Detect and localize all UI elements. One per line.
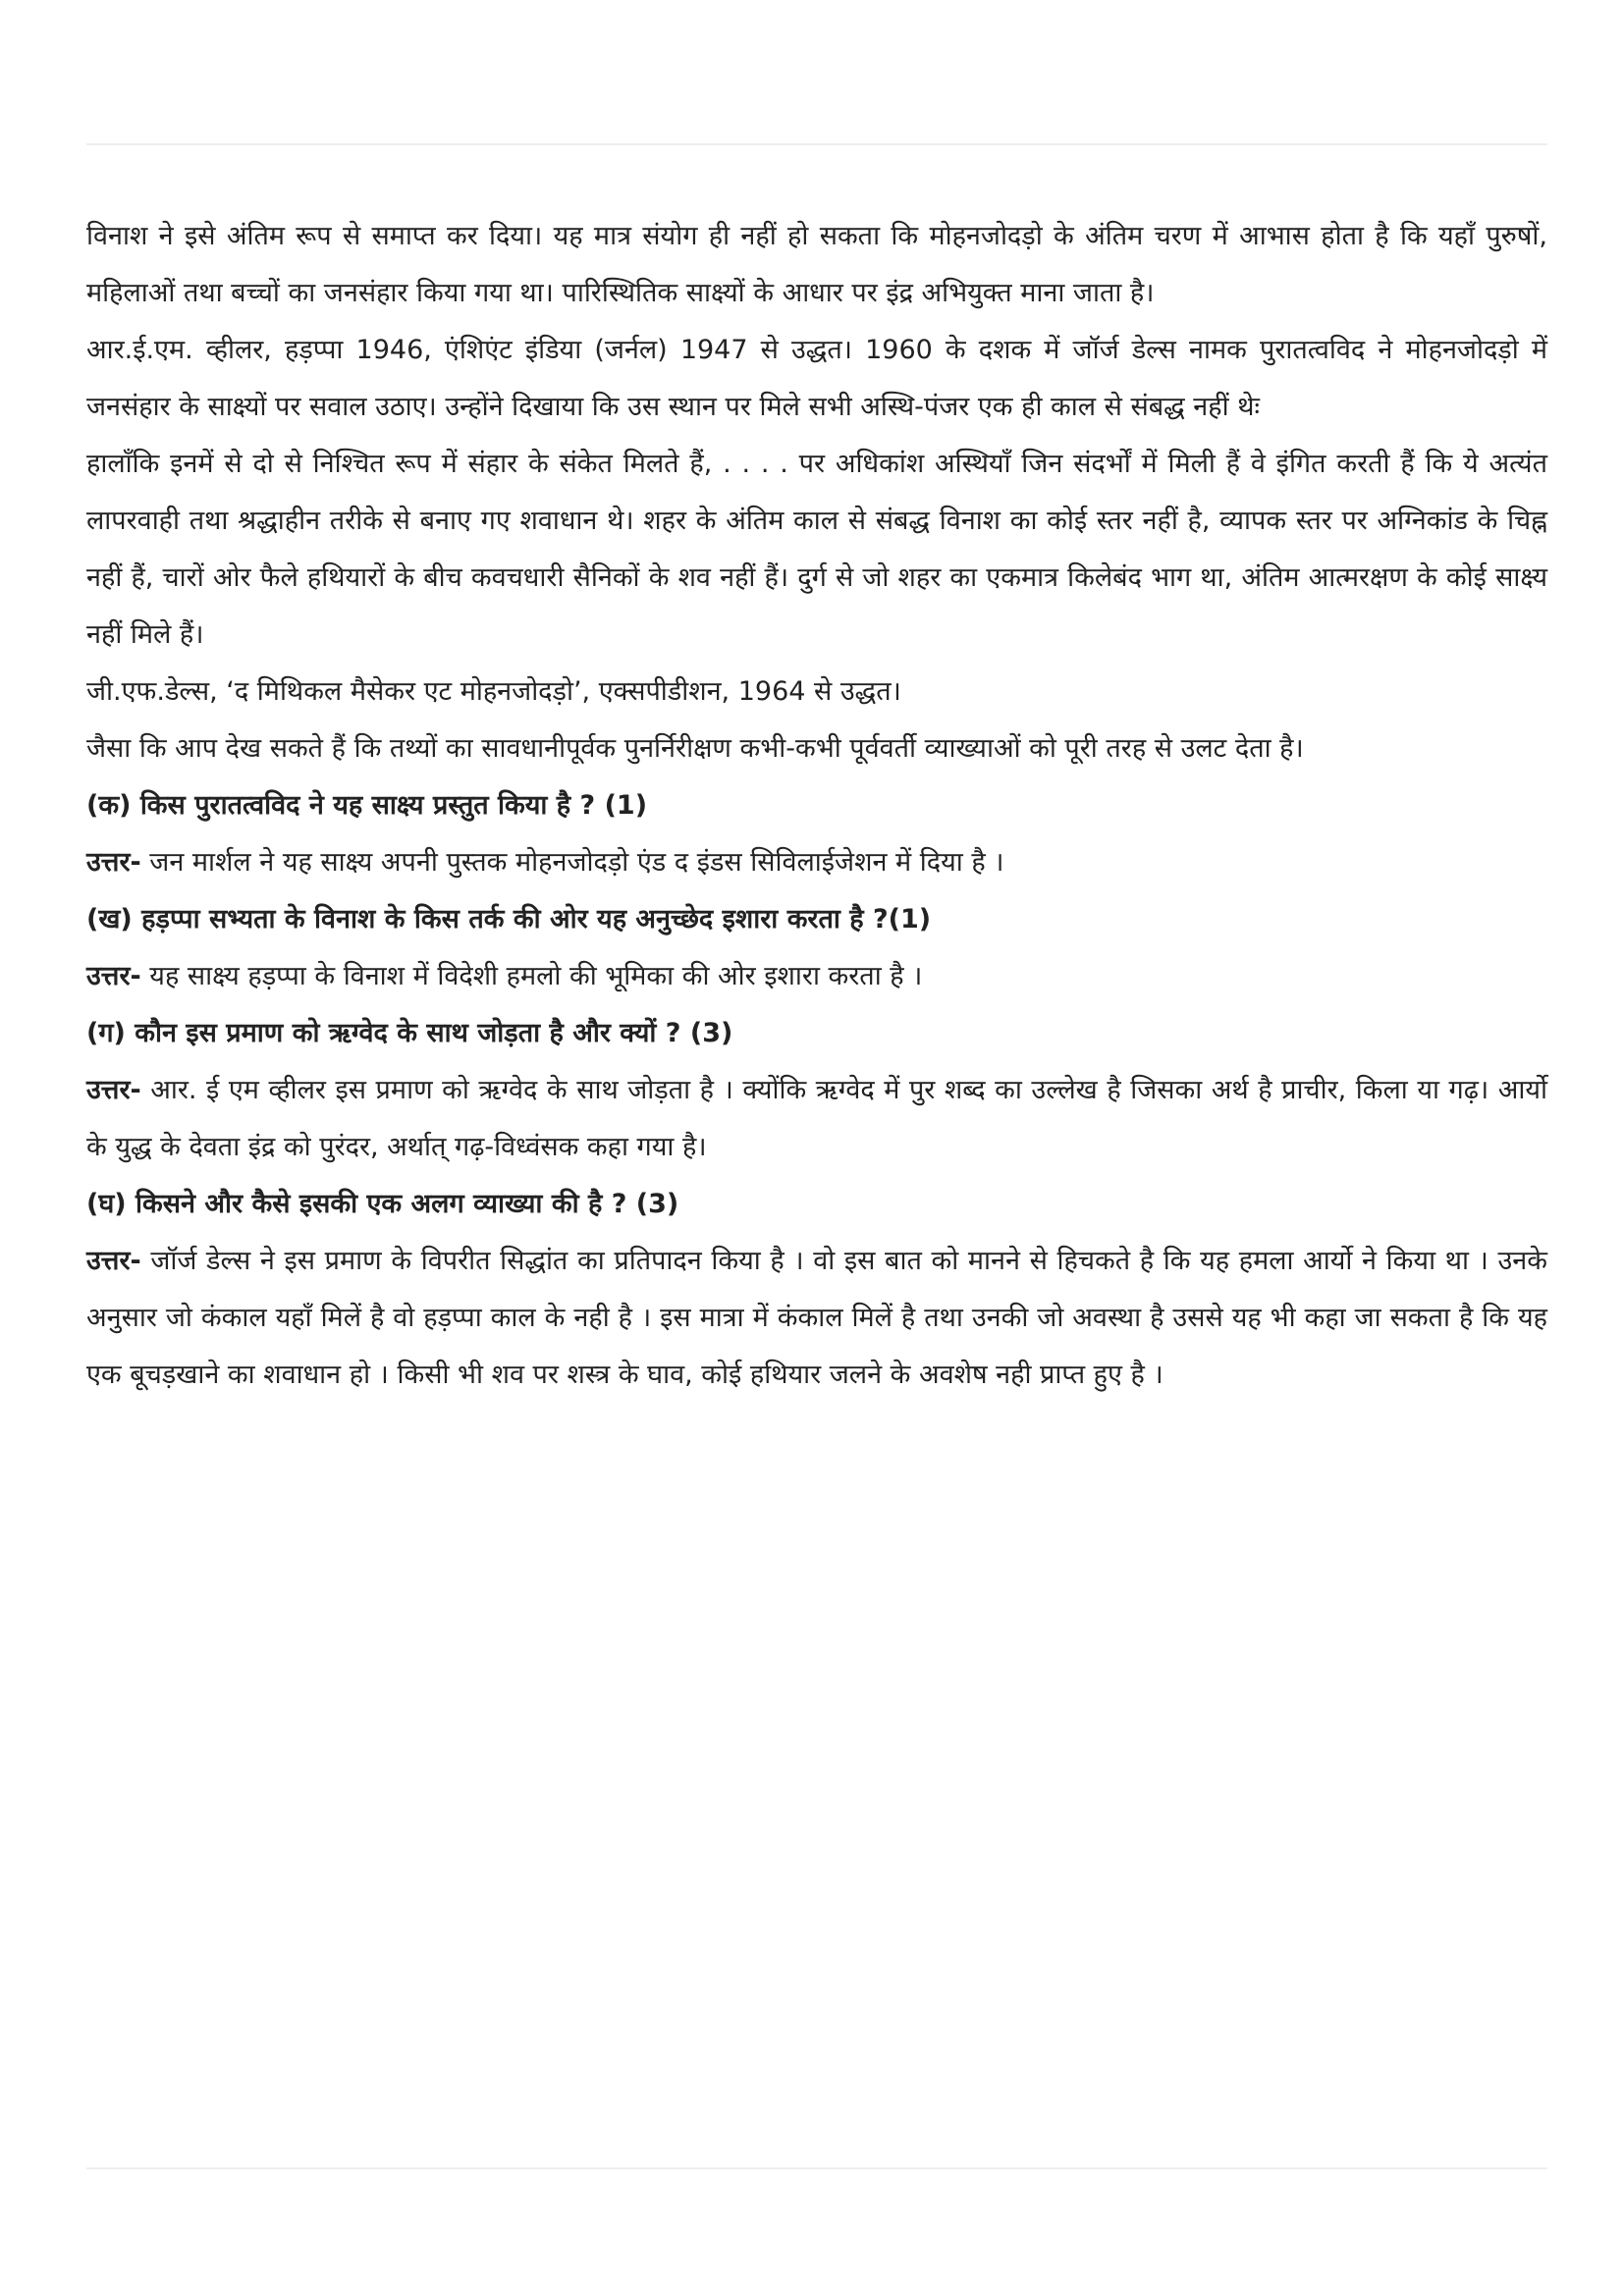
answer-ka (86, 834, 1547, 891)
answer-label: उत्तर- (86, 961, 141, 991)
top-divider (86, 143, 1547, 145)
passage-paragraph-5: जैसा कि आप देख सकते हैं कि तथ्यों का सावधानीपूर्वक पुनर्निरीक्षण कभी-कभी पूर्ववर्ती व्याख्याओं को पूरी तरह से उलट देता है। (86, 733, 1304, 764)
passage-paragraph-2: आर.ई.एम. व्हीलर, हड़प्पा 1946, एंशिएंट इंडिया (जर्नल) 1947 से उद्धत। 1960 के दशक में जॉर्ज डेल्स नामक पुरातत्वविद ने मोहनजोदड़ो में जनसंहार के साक्ष्यों पर सवाल उठाए। उन्होंने दिखाया कि उस स्थान पर मिले सभी अस्थि-पंजर एक ही काल से संबद्ध नहीं थेः (86, 335, 1547, 422)
passage-paragraph-3: हालाँकि इनमें से दो से निश्चित रूप में संहार के संकेत मिलते हैं, . . . . पर अधिकांश अस्थियाँ जिन संदर्भों में मिली हैं वे इंगित करती हैं कि ये अत्यंत लापरवाही तथा श्रद्धाहीन तरीके से बनाए गए शवाधान थे। शहर के अंतिम काल से संबद्ध विनाश का कोई स्तर नहीं है, व्यापक स्तर पर अग्निकांड के चिह्न नहीं हैं, चारों ओर फैले हथियारों के बीच कवचधारी सैनिकों के शव नहीं हैं। दुर्ग से जो शहर का एकमात्र किलेबंद भाग था, अंतिम आत्मरक्षण के कोई साक्ष्य नहीं मिले हैं। (86, 449, 1547, 650)
answer-ga (86, 1062, 1547, 1176)
bottom-divider (86, 2167, 1547, 2169)
answer-text: आर. ई एम व्हीलर इस प्रमाण को ऋग्वेद के साथ जोड़ता है । क्योंकि ऋग्वेद में पुर शब्द का उल्लेख है जिसका अर्थ है प्राचीर, किला या गढ़। आर्यो के युद्ध के देवता इंद्र को पुरंदर, अर्थात् गढ़-विध्वंसक कहा गया है। (86, 1075, 1547, 1162)
document-body (86, 208, 1547, 1404)
answer-label: उत्तर- (86, 1246, 141, 1276)
answer-label: उत्तर- (86, 847, 141, 878)
answer-label: उत्तर- (86, 1075, 141, 1105)
question-ga: (ग) कौन इस प्रमाण को ऋग्वेद के साथ जोड़ता है और क्यों ? (3) (86, 1018, 733, 1048)
question-ka: (क) किस पुरातत्वविद ने यह साक्ष्य प्रस्तुत किया है ? (1) (86, 790, 648, 821)
passage-paragraph-1: विनाश ने इसे अंतिम रूप से समाप्त कर दिया। यह मात्र संयोग ही नहीं हो सकता कि मोहनजोदड़ो के अंतिम चरण में आभास होता है कि यहाँ पुरुषों, महिलाओं तथा बच्चों का जनसंहार किया गया था। पारिस्थितिक साक्ष्यों के आधार पर इंद्र अभियुक्त माना जाता है। (86, 221, 1547, 308)
answer-text: यह साक्ष्य हड़प्पा के विनाश में विदेशी हमलो की भूमिका की ओर इशारा करता है । (140, 961, 923, 991)
question-kha: (ख) हड़प्पा सभ्यता के विनाश के किस तर्क की ओर यह अनुच्छेद इशारा करता है ?(1) (86, 904, 932, 934)
answer-gha (86, 1233, 1547, 1404)
answer-text: जन मार्शल ने यह साक्ष्य अपनी पुस्तक मोहनजोदड़ो एंड द इंडस सिविलाईजेशन में दिया है । (140, 847, 1004, 878)
question-gha: (घ) किसने और कैसे इसकी एक अलग व्याख्या की है ? (3) (86, 1189, 679, 1219)
passage-citation: जी.एफ.डेल्स, ‘द मिथिकल मैसेकर एट मोहनजोदड़ो’, एक्सपीडीशन, 1964 से उद्धत। (86, 676, 901, 707)
answer-kha (86, 948, 1547, 1005)
answer-text: जॉर्ज डेल्स ने इस प्रमाण के विपरीत सिद्धांत का प्रतिपादन किया है । वो इस बात को मानने से हिचकते है कि यह हमला आर्यो ने किया था । उनके अनुसार जो कंकाल यहाँ मिलें है वो हड़प्पा काल के नही है । इस मात्रा में कंकाल मिलें है तथा उनकी जो अवस्था है उससे यह भी कहा जा सकता है कि यह एक बूचड़खाने का शवाधान हो । किसी भी शव पर शस्त्र के घाव, कोई हथियार जलने के अवशेष नही प्राप्त हुए है । (86, 1246, 1547, 1390)
